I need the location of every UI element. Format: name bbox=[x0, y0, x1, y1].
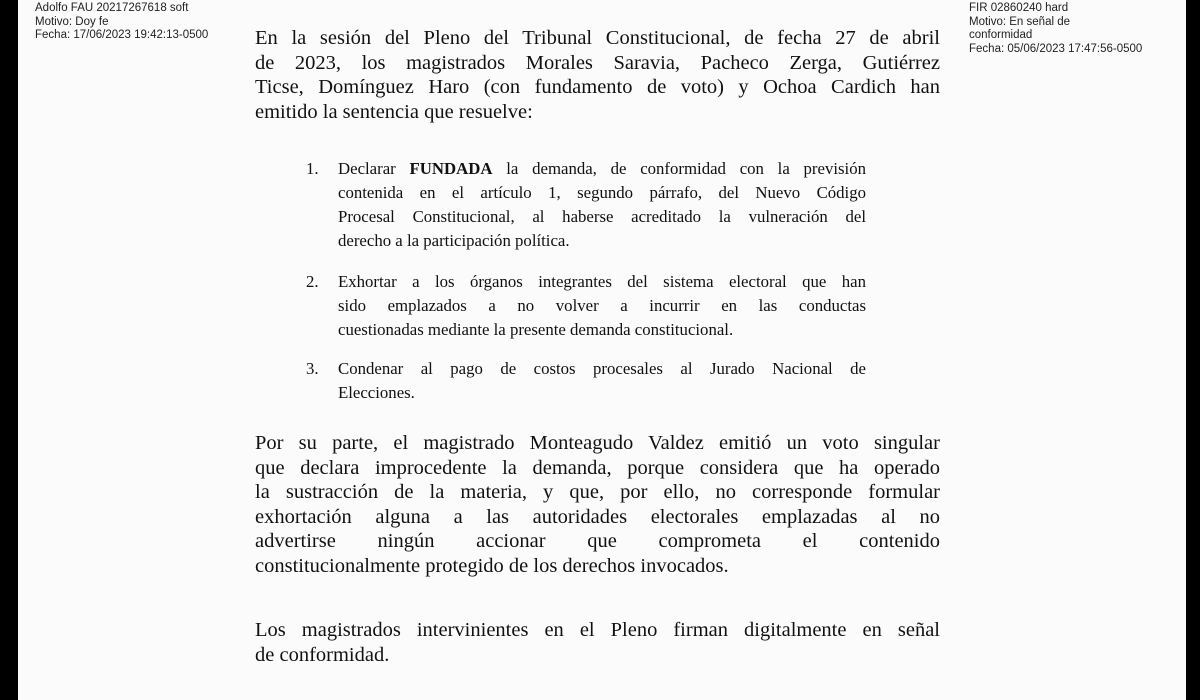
signature-right-date: Fecha: 05/06/2023 17:47:56-0500 bbox=[969, 42, 1143, 55]
item-first-rest: la demanda, de conformidad con la previsión bbox=[492, 159, 866, 178]
paragraph-session bbox=[255, 26, 940, 124]
signature-left-date: Fecha: 17/06/2023 19:42:13-0500 bbox=[35, 29, 209, 41]
paragraph-line: advertirse ningún accionar que comprometa el contenido bbox=[255, 530, 940, 552]
resolution-item-2 bbox=[306, 270, 866, 342]
list-number: 1. bbox=[306, 159, 319, 178]
digital-signature-right bbox=[969, 2, 1142, 56]
paragraph-line: la sustracción de la materia, y que, por ello, no corresponde formular bbox=[255, 481, 940, 503]
item-line: derecho a la participación política. bbox=[338, 231, 570, 250]
paragraph-line: constitucionalmente protegido de los derechos invocados. bbox=[255, 554, 729, 577]
item-line: Elecciones. bbox=[338, 383, 415, 402]
item-lead: Declarar bbox=[338, 159, 410, 178]
item-line: Procesal Constitucional, al haberse acreditado la vulneración del bbox=[338, 207, 866, 226]
paragraph-line: emitido la sentencia que resuelve: bbox=[255, 100, 533, 123]
signature-left-reason: Motivo: Doy fe bbox=[35, 15, 109, 28]
signature-right-reason: Motivo: En señal de bbox=[969, 15, 1071, 28]
digital-signature-left bbox=[35, 2, 208, 43]
item-line: contenida en el artículo 1, segundo párrafo, del Nuevo Código bbox=[338, 183, 866, 202]
item-line: Exhortar a los órganos integrantes del sistema electoral que han bbox=[338, 272, 866, 291]
paragraph-singular-vote bbox=[255, 431, 940, 578]
item-bold-verdict: FUNDADA bbox=[409, 159, 493, 178]
signature-right-name: FIR 02860240 hard bbox=[969, 2, 1069, 14]
resolution-item-3 bbox=[306, 357, 866, 405]
paragraph-line: Por su parte, el magistrado Monteagudo Valdez emitió un voto singular bbox=[255, 432, 940, 454]
list-number: 3. bbox=[306, 359, 319, 378]
signature-right-reason-cont: conformidad bbox=[969, 29, 1033, 41]
item-line: sido emplazados a no volver a incurrir en las conductas bbox=[338, 296, 866, 315]
item-line: cuestionadas mediante la presente demanda constitucional. bbox=[338, 320, 734, 339]
signature-left-name: Adolfo FAU 20217267618 soft bbox=[35, 2, 189, 14]
paragraph-line: de 2023, los magistrados Morales Saravia, Pacheco Zerga, Gutiérrez bbox=[255, 51, 940, 74]
paragraph-line: En la sesión del Pleno del Tribunal Constitucional, de fecha 27 de abril bbox=[255, 27, 940, 49]
paragraph-line: Los magistrados intervinientes en el Pleno firman digitalmente en señal bbox=[255, 619, 940, 641]
list-number: 2. bbox=[306, 272, 319, 291]
paragraph-line: Ticse, Domínguez Haro (con fundamento de voto) y Ochoa Cardich han bbox=[255, 76, 940, 98]
paragraph-line: que declara improcedente la demanda, porque considera que ha operado bbox=[255, 456, 940, 479]
document-page bbox=[18, 0, 1186, 700]
paragraph-signing bbox=[255, 618, 940, 667]
resolution-item-1 bbox=[306, 157, 866, 253]
paragraph-line: de conformidad. bbox=[255, 643, 390, 666]
item-line: Condenar al pago de costos procesales al Jurado Nacional de bbox=[338, 359, 866, 378]
paragraph-line: exhortación alguna a las autoridades electorales emplazadas al no bbox=[255, 505, 940, 528]
